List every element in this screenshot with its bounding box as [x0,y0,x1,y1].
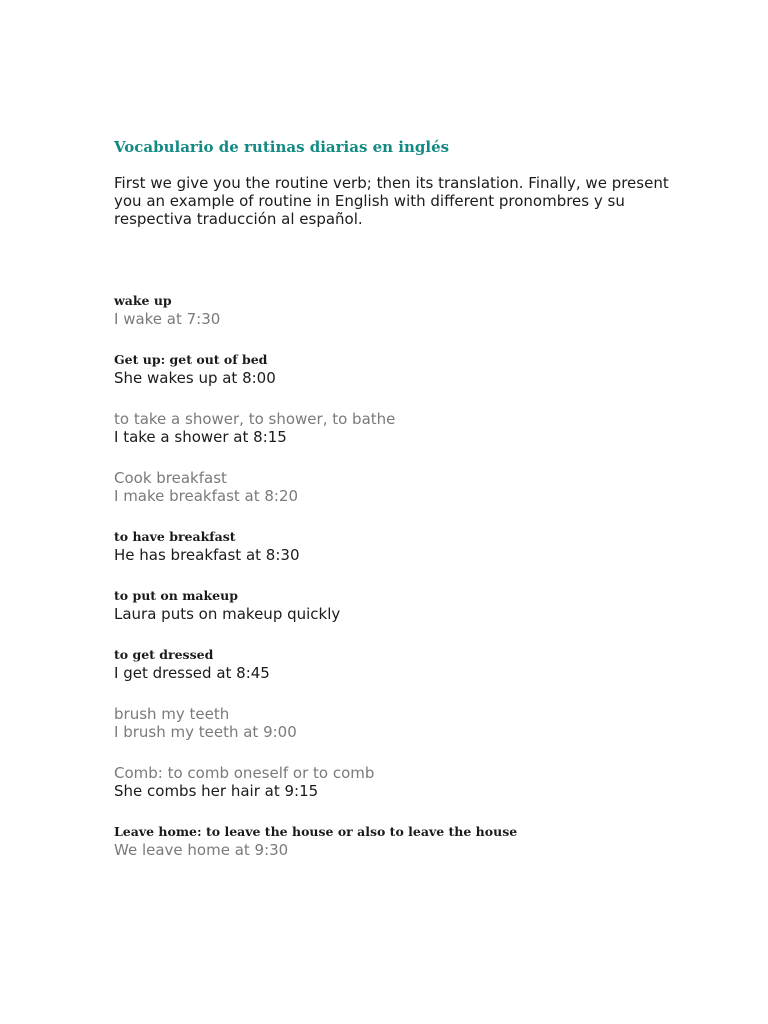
vocab-entry-comb [114,764,714,823]
vocab-entry-brush-teeth [114,705,714,764]
vocab-example: I make breakfast at 8:20 [114,487,299,505]
vocab-example: She combs her hair at 9:15 [114,782,319,800]
vocab-example: She wakes up at 8:00 [114,369,276,387]
intro-paragraph: First we give you the routine verb; then its translation. Finally, we present you an example of routine in English with different pronombres y su respectiva traducción al español. [114,174,669,228]
vocab-term: Comb: to comb oneself or to comb [114,764,375,782]
vocab-term: to get dressed [114,647,214,662]
vocab-term: Get up: get out of bed [114,352,268,367]
document-header [114,138,674,228]
vocab-entry-take-shower [114,410,714,469]
vocab-entry-get-dressed [114,646,714,705]
vocab-term: to put on makeup [114,588,238,603]
vocab-entry-leave-home [114,823,714,882]
vocab-entry-put-on-makeup [114,587,714,646]
vocab-example: Laura puts on makeup quickly [114,605,341,623]
vocab-example: He has breakfast at 8:30 [114,546,300,564]
vocab-term: wake up [114,293,172,308]
vocabulary-list [114,292,714,882]
vocab-example: We leave home at 9:30 [114,841,289,859]
vocab-example: I take a shower at 8:15 [114,428,287,446]
vocab-term: Cook breakfast [114,469,227,487]
vocab-example: I get dressed at 8:45 [114,664,270,682]
page-title: Vocabulario de rutinas diarias en inglés [114,138,450,156]
vocab-term: to take a shower, to shower, to bathe [114,410,396,428]
vocab-term: brush my teeth [114,705,230,723]
vocab-term: Leave home: to leave the house or also to leave the house [114,824,518,839]
vocab-entry-get-up [114,351,714,410]
vocab-example: I brush my teeth at 9:00 [114,723,297,741]
vocab-entry-wake-up [114,292,714,351]
vocab-term: to have breakfast [114,529,236,544]
vocab-entry-have-breakfast [114,528,714,587]
vocab-entry-cook-breakfast [114,469,714,528]
vocab-example: I wake at 7:30 [114,310,221,328]
